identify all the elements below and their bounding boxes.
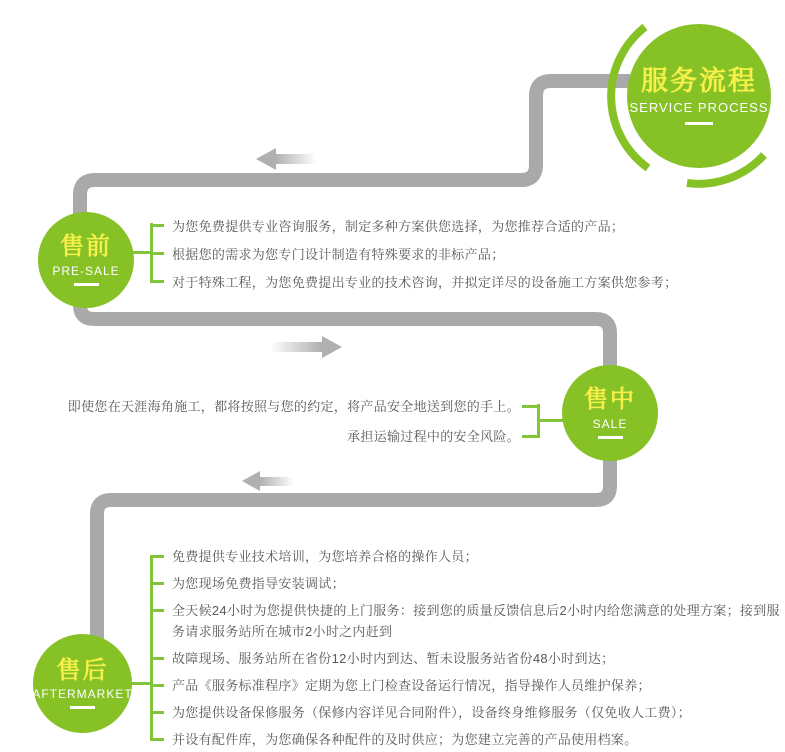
service-item bbox=[151, 546, 783, 567]
road-segment-middle bbox=[80, 300, 610, 368]
stage-circle-pre-sale bbox=[38, 212, 134, 308]
service-item-text: 为您免费提供专业咨询服务，制定多种方案供您选择，为您推荐合适的产品； bbox=[172, 218, 625, 234]
service-item bbox=[151, 267, 771, 295]
item-tick-line bbox=[151, 555, 164, 558]
title-badge-en: SERVICE PROCESS bbox=[629, 99, 769, 115]
flow-arrow-left-top bbox=[256, 148, 316, 170]
arrow-tail bbox=[276, 154, 316, 164]
service-item bbox=[151, 729, 783, 750]
service-item-text: 全天候24小时为您提供快捷的上门服务：接到您的质量反馈信息后2小时内给您满意的处理方案；接到服务请求服务站所在城市2小时之内赶到 bbox=[172, 603, 780, 639]
service-item-text: 为您现场免费指导安装调试； bbox=[172, 576, 345, 591]
stage-underline bbox=[598, 436, 623, 439]
service-item-text: 为您提供设备保修服务（保修内容详见合同附件），设备终身维修服务（仅免收人工费）； bbox=[172, 705, 692, 720]
arrow-tail bbox=[270, 342, 322, 352]
item-tick-line bbox=[151, 224, 164, 227]
stage-underline bbox=[70, 706, 95, 709]
service-item bbox=[151, 239, 771, 267]
item-tick-line bbox=[151, 280, 164, 283]
arrow-left-icon bbox=[256, 148, 276, 170]
item-tick-line bbox=[151, 582, 164, 585]
stage-label-en: SALE bbox=[592, 416, 628, 431]
service-item bbox=[151, 600, 783, 642]
pre-sale-item-list bbox=[151, 211, 771, 295]
item-tick-line bbox=[151, 738, 164, 741]
road-segment-top bbox=[80, 81, 630, 216]
flow-arrow-left-bottom bbox=[242, 471, 294, 491]
stage-circle-aftermarket bbox=[33, 634, 132, 733]
stage-circle-sale bbox=[562, 365, 658, 461]
service-item-text: 对于特殊工程，为您免费提出专业的技术咨询，并拟定详尽的设备施工方案供您参考； bbox=[172, 274, 678, 290]
service-item-text: 产品《服务标准程序》定期为您上门检查设备运行情况，指导操作人员维护保养； bbox=[172, 678, 651, 693]
service-item bbox=[151, 702, 783, 723]
sale-tick-line-bottom bbox=[522, 435, 538, 438]
arrow-left-icon bbox=[242, 471, 260, 491]
service-item bbox=[151, 675, 783, 696]
stage-label-cn: 售前 bbox=[60, 233, 112, 261]
aftermarket-item-list bbox=[151, 546, 783, 752]
title-badge-circle bbox=[627, 24, 771, 168]
arrow-right-icon bbox=[322, 336, 342, 358]
title-badge-cn: 服务流程 bbox=[641, 66, 757, 97]
service-item-text: 故障现场、服务站所在省份12小时内到达、暂未设服务站省份48小时到达； bbox=[172, 651, 615, 666]
flow-arrow-right-middle bbox=[270, 336, 342, 358]
item-tick-line bbox=[151, 711, 164, 714]
service-item-text: 承担运输过程中的安全风险。 bbox=[347, 429, 520, 444]
arrow-tail bbox=[260, 477, 294, 486]
service-item-text: 根据您的需求为您专门设计制造有特殊要求的非标产品； bbox=[172, 246, 505, 262]
item-tick-line bbox=[151, 657, 164, 660]
aftermarket-connector-line bbox=[131, 682, 152, 685]
service-item bbox=[151, 211, 771, 239]
item-tick-line bbox=[151, 609, 164, 612]
stage-label-en: AFTERMARKET bbox=[32, 687, 133, 702]
sale-tick-line-top bbox=[522, 405, 538, 408]
service-item-text: 即使您在天涯海角施工，都将按照与您的约定，将产品安全地送到您的手上。 bbox=[67, 399, 520, 414]
stage-label-en: PRE-SALE bbox=[52, 263, 120, 278]
service-item-text: 免费提供专业技术培训，为您培养合格的操作人员； bbox=[172, 549, 478, 564]
service-item bbox=[151, 648, 783, 669]
title-badge-underline bbox=[685, 122, 713, 125]
stage-label-cn: 售中 bbox=[584, 386, 636, 414]
item-tick-line bbox=[151, 252, 164, 255]
pre-sale-connector-line bbox=[132, 251, 152, 254]
stage-underline bbox=[74, 283, 99, 286]
sale-item-list bbox=[0, 392, 520, 452]
service-item-text: 并设有配件库，为您确保各种配件的及时供应；为您建立完善的产品使用档案。 bbox=[172, 732, 638, 747]
sale-connector-line bbox=[540, 419, 563, 422]
item-tick-line bbox=[151, 684, 164, 687]
stage-label-cn: 售后 bbox=[56, 656, 109, 684]
service-item bbox=[151, 573, 783, 594]
